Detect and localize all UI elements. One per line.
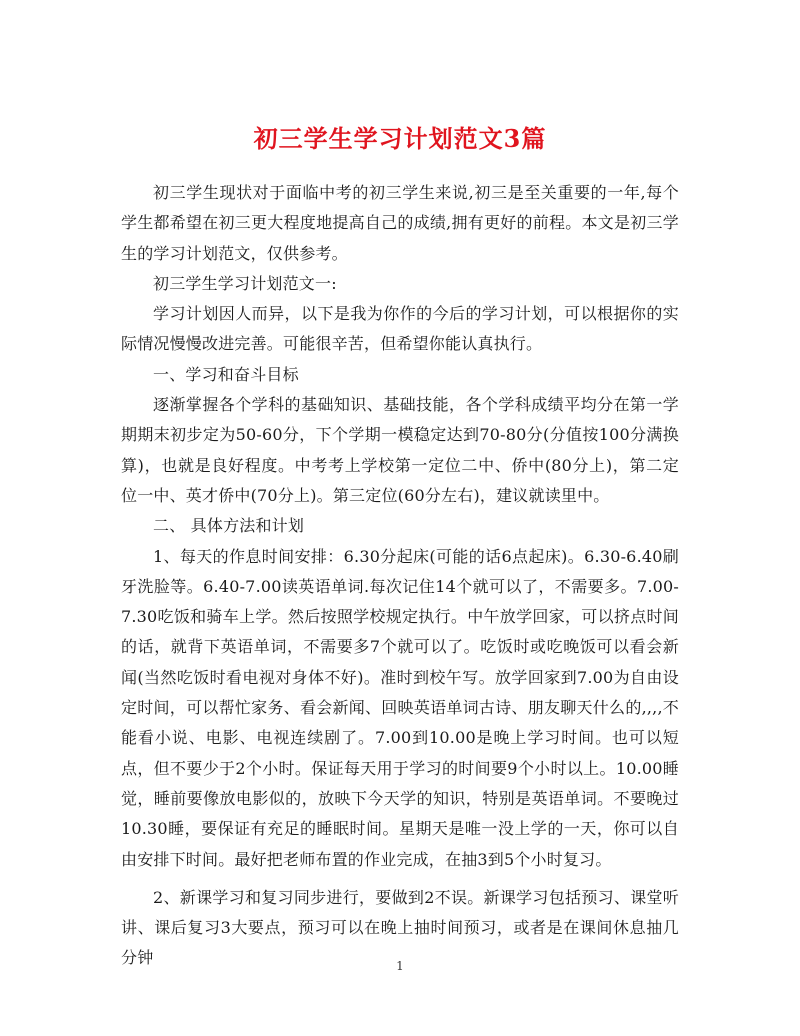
study-review-paragraph: 2、新课学习和复习同步进行，要做到2不误。新课学习包括预习、课堂听讲、课后复习3大要点，预习可以在晚上抽时间预习，或者是在课间休息抽几分钟 [121,887,679,968]
plan-intro-paragraph: 学习计划因人而异，以下是我为你作的今后的学习计划，可以根据你的实际情况慢慢改进完善。可能很辛苦，但希望你能认真执行。 [121,304,679,354]
subheading-goals: 一、学习和奋斗目标 [153,364,299,384]
subheading-methods: 二、 具体方法和计划 [153,516,305,536]
document-body [121,178,679,974]
document-title: 初三学生学习计划范文3篇 [253,124,547,154]
goals-paragraph: 逐渐掌握各个学科的基础知识、基础技能，各个学科成绩平均分在第一学期期末初步定为50-60分，下个学期一模稳定达到70-80分(分值按100分满换算)，也就是良好程度。中考考上学校第一定位二中、侨中(80分上)，第二定位一中、英才侨中(70分上)。第三定位(60分左右)，建议就读里中。 [121,395,679,505]
intro-paragraph: 初三学生现状对于面临中考的初三学生来说,初三是至关重要的一年,每个学生都希望在初三更大程度地提高自己的成绩,拥有更好的前程。本文是初三学生的学习计划范文，仅供参考。 [121,183,679,263]
schedule-paragraph: 1、每天的作息时间安排：6.30分起床(可能的话6点起床)。6.30-6.40刷牙洗脸等。6.40-7.00读英语单词.每次记住14个就可以了，不需要多。7.00-7.30吃饭和骑车上学。然后按照学校规定执行。中午放学回家，可以挤点时间的话，就背下英语单词，不需要多7个就可以了。吃饭时或吃晚饭可以看会新闻(当然吃饭时看电视对身体不好)。准时到校午写。放学回家到7.00为自由设定时间，可以帮忙家务、看会新闻、回映英语单词古诗、朋友聊天什么的,,,,不能看小说、电影、电视连续剧了。7.00到10.00是晚上学习时间。也可以短点，但不要少于2个小时。保证每天用于学习的时间要9个小时以上。10.00睡觉，睡前要像放电影似的，放映下今天学的知识，特别是英语单词。不要晚过10.30睡，要保证有充足的睡眠时间。星期天是唯一没上学的一天，你可以自由安排下时间。最好把老师布置的作业完成，在抽3到5个小时复习。 [121,546,679,869]
page-number: 1 [396,959,404,973]
section-heading-sample-one: 初三学生学习计划范文一: [153,273,337,293]
